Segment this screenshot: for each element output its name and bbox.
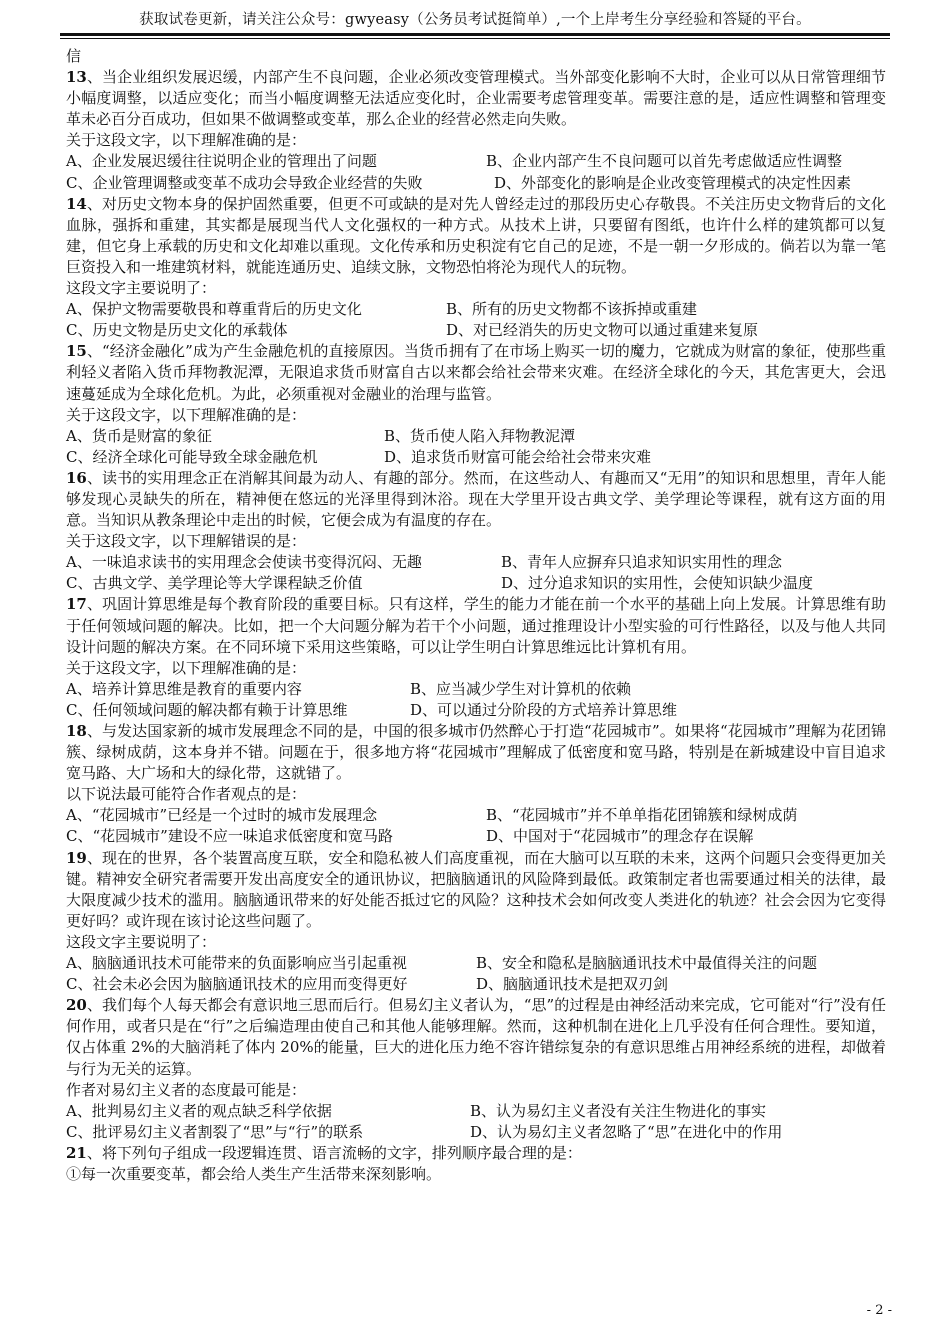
question-text bbox=[66, 341, 886, 404]
question-19 bbox=[66, 848, 886, 996]
question-stem: 以下说法最可能符合作者观点的是： bbox=[66, 785, 307, 804]
option-row bbox=[66, 974, 886, 995]
option-c[interactable]: C、经济全球化可能导致全球金融危机 bbox=[66, 447, 318, 466]
option-c[interactable]: C、批评易幻主义者割裂了“思”与“行”的联系 bbox=[66, 1122, 364, 1141]
question-text bbox=[66, 848, 886, 932]
option-row bbox=[66, 679, 886, 700]
option-d[interactable]: D、外部变化的影响是企业改变管理模式的决定性因素 bbox=[494, 173, 852, 192]
sentence-1: ①每一次重要变革，都会给人类生产生活带来深刻影响。 bbox=[66, 1164, 442, 1183]
option-a[interactable]: A、培养计算思维是教育的重要内容 bbox=[66, 679, 302, 698]
option-d[interactable]: D、认为易幻主义者忽略了“思”在进化中的作用 bbox=[470, 1122, 783, 1141]
carryover-text: 信 bbox=[66, 47, 82, 65]
question-number: 16 bbox=[66, 468, 87, 487]
question-stem: 这段文字主要说明了： bbox=[66, 932, 217, 951]
question-text bbox=[66, 594, 886, 657]
option-row bbox=[66, 299, 886, 320]
header-rule-thin bbox=[60, 38, 890, 39]
option-row bbox=[66, 1101, 886, 1122]
question-number: 15 bbox=[66, 342, 87, 361]
question-body: 、现在的世界，各个装置高度互联，安全和隐私被人们高度重视，而在大脑可以互联的未来，这两个问题只会变得更加关键。精神安全研究者需要开发出高度安全的通讯协议，把脑脑通讯的风险降到最低。政策制定者也需要通过相关的法律，最大限度减少技术的滥用。脑脑通讯带来的好处能否抵过它的风险？这种技术会如何改变人类进化的轨迹？社会会因为它变得更好吗？或许现在该讨论这些问题了。 bbox=[66, 848, 886, 930]
question-text bbox=[66, 721, 886, 784]
option-row bbox=[66, 426, 886, 447]
option-row bbox=[66, 805, 886, 826]
question-body: 、将下列句子组成一段逻辑连贯、语言流畅的文字，排列顺序最合理的是： bbox=[86, 1143, 582, 1162]
option-row bbox=[66, 1122, 886, 1143]
question-17 bbox=[66, 594, 886, 721]
option-c[interactable]: C、任何领域问题的解决都有赖于计算思维 bbox=[66, 700, 348, 719]
option-d[interactable]: D、脑脑通讯技术是把双刃剑 bbox=[476, 975, 669, 994]
question-stem: 关于这段文字，以下理解准确的是： bbox=[66, 131, 307, 150]
question-20 bbox=[66, 995, 886, 1143]
question-15 bbox=[66, 341, 886, 468]
question-number: 17 bbox=[66, 595, 87, 614]
question-text bbox=[66, 194, 886, 278]
option-a[interactable]: A、企业发展迟缓往往说明企业的管理出了问题 bbox=[66, 152, 377, 171]
option-c[interactable]: C、企业管理调整或变革不成功会导致企业经营的失败 bbox=[66, 173, 423, 192]
option-b[interactable]: B、“花园城市”并不单单指花团锦簇和绿树成荫 bbox=[486, 806, 798, 825]
option-row bbox=[66, 700, 886, 721]
option-a[interactable]: A、货币是财富的象征 bbox=[66, 426, 212, 445]
question-14 bbox=[66, 194, 886, 342]
option-d[interactable]: D、追求货币财富可能会给社会带来灾难 bbox=[384, 447, 652, 466]
option-row bbox=[66, 573, 886, 594]
question-body: 、巩固计算思维是每个教育阶段的重要目标。只有这样，学生的能力才能在前一个水平的基础上向上发展。计算思维有助于任何领域问题的解决。比如，把一个大问题分解为若干个小问题，通过推理设计小型实验的可行性路径，以及与他人共同设计问题的解决方案。在不同环境下采用这些策略，可以让学生明白计算思维远比计算机有用。 bbox=[66, 595, 886, 656]
question-18 bbox=[66, 721, 886, 848]
question-body: 、当企业组织发展迟缓，内部产生不良问题，企业必须改变管理模式。当外部变化影响不大时，企业可以从日常管理细节小幅度调整，以适应变化；而当小幅度调整无法适应变化时，企业需要考虑管理变革。需要注意的是，适应性调整和管理变革未必百分百成功，但如果不做调整或变革，那么企业的经营必然走向失败。 bbox=[66, 68, 886, 129]
option-a[interactable]: A、脑脑通讯技术可能带来的负面影响应当引起重视 bbox=[66, 954, 407, 973]
option-b[interactable]: B、应当减少学生对计算机的依赖 bbox=[410, 679, 632, 698]
option-b[interactable]: B、所有的历史文物都不该拆掉或重建 bbox=[446, 300, 698, 319]
question-body: 、读书的实用理念正在消解其间最为动人、有趣的部分。然而，在这些动人、有趣而又“无用”的知识和思想里，青年人能够发现心灵缺失的所在，精神便在悠远的光泽里得到沐浴。现在大学里开设古典文学、美学理论等课程，就有这方面的用意。当知识从教条理论中走出的时候，它便会成为有温度的存在。 bbox=[66, 468, 886, 530]
option-c[interactable]: C、历史文物是历史文化的承载体 bbox=[66, 321, 288, 340]
question-stem: 关于这段文字，以下理解错误的是： bbox=[66, 532, 307, 551]
question-21 bbox=[66, 1143, 886, 1185]
question-number: 20 bbox=[66, 996, 87, 1015]
question-text bbox=[66, 67, 886, 130]
question-body: 、对历史文物本身的保护固然重要，但更不可或缺的是对先人曾经走过的那段历史心存敬畏。不关注历史文物背后的文化血脉，强拆和重建，其实都是展现当代人文化强权的一种方式。从技术上讲，只要留有图纸，也许什么样的建筑都可以复建，但它身上承载的历史和文化却难以重现。文化传承和历史积淀有它自己的足迹，不是一朝一夕形成的。倘若以为靠一笔巨资投入和一堆建筑材料，就能连通历史、追续文脉，文物恐怕将沦为现代人的玩物。 bbox=[66, 194, 886, 276]
question-text bbox=[66, 995, 886, 1079]
option-row bbox=[66, 826, 886, 847]
option-row bbox=[66, 552, 886, 573]
question-13 bbox=[66, 67, 886, 194]
option-b[interactable]: B、认为易幻主义者没有关注生物进化的事实 bbox=[470, 1101, 767, 1120]
page-header bbox=[60, 10, 890, 30]
option-c[interactable]: C、“花园城市”建设不应一味追求低密度和宽马路 bbox=[66, 827, 393, 846]
question-stem: 关于这段文字，以下理解准确的是： bbox=[66, 405, 307, 424]
option-b[interactable]: B、企业内部产生不良问题可以首先考虑做适应性调整 bbox=[486, 152, 843, 171]
option-d[interactable]: D、中国对于“花园城市”的理念存在误解 bbox=[486, 827, 754, 846]
question-stem: 这段文字主要说明了： bbox=[66, 279, 217, 298]
option-b[interactable]: B、货币使人陷入拜物教泥潭 bbox=[384, 426, 576, 445]
question-number: 18 bbox=[66, 722, 87, 740]
option-c[interactable]: C、古典文学、美学理论等大学课程缺乏价值 bbox=[66, 574, 363, 593]
question-stem: 作者对易幻主义者的态度最可能是： bbox=[66, 1080, 307, 1099]
option-b[interactable]: B、安全和隐私是脑脑通讯技术中最值得关注的问题 bbox=[476, 954, 818, 973]
question-stem: 关于这段文字，以下理解准确的是： bbox=[66, 658, 307, 677]
question-body: 、“经济金融化”成为产生金融危机的直接原因。当货币拥有了在市场上购买一切的魔力，它就成为财富的象征，使那些重利轻义者陷入货币拜物教泥潭，无限追求货币财富自古以来都会给社会带来灾难。在经济全球化的今天，其危害更大，会迅速蔓延成为全球化危机。为此，必须重视对金融业的治理与监管。 bbox=[66, 342, 886, 403]
question-number: 14 bbox=[66, 194, 87, 213]
option-a[interactable]: A、批判易幻主义者的观点缺乏科学依据 bbox=[66, 1101, 332, 1120]
option-d[interactable]: D、可以通过分阶段的方式培养计算思维 bbox=[410, 700, 678, 719]
question-number: 21 bbox=[66, 1143, 87, 1162]
question-text bbox=[66, 468, 886, 531]
document-body bbox=[66, 46, 886, 1185]
question-text bbox=[66, 1143, 886, 1164]
option-d[interactable]: D、过分追求知识的实用性，会使知识缺少温度 bbox=[501, 574, 814, 593]
option-a[interactable]: A、保护文物需要敬畏和尊重背后的历史文化 bbox=[66, 300, 362, 319]
option-row bbox=[66, 151, 886, 172]
option-row bbox=[66, 447, 886, 468]
header-banner: 获取试卷更新，请关注公众号：gwyeasy（公务员考试挺简单）,一个上岸考生分享经验和答疑的平台。 bbox=[139, 12, 811, 28]
option-row bbox=[66, 320, 886, 341]
question-number: 13 bbox=[66, 68, 87, 87]
header-rule-thick bbox=[60, 33, 890, 36]
option-c[interactable]: C、社会未必会因为脑脑通讯技术的应用而变得更好 bbox=[66, 975, 408, 994]
option-a[interactable]: A、一味追求读书的实用理念会使读书变得沉闷、无趣 bbox=[66, 553, 422, 572]
question-body: 、我们每个人每天都会有意识地三思而后行。但易幻主义者认为，“思”的过程是由神经活动来完成，它可能对“行”没有任何作用，或者只是在“行”之后编造理由使自己和其他人能够理解。然而，这种机制在进化上几乎没有任何合理性。要知道，仅占体重 2%的大脑消耗了体内 20%的能量，巨大的进化压力绝不容许错综复杂的有意识思维占用神经系统的进程，却做着与行为无关的运算。 bbox=[66, 996, 886, 1078]
question-number: 19 bbox=[66, 848, 87, 867]
option-row bbox=[66, 953, 886, 974]
question-16 bbox=[66, 468, 886, 595]
option-row bbox=[66, 173, 886, 194]
option-a[interactable]: A、“花园城市”已经是一个过时的城市发展理念 bbox=[66, 806, 378, 825]
option-d[interactable]: D、对已经消失的历史文物可以通过重建来复原 bbox=[446, 321, 759, 340]
question-body: 、与发达国家新的城市发展理念不同的是，中国的很多城市仍然醉心于打造“花园城市”。如果将“花园城市”理解为花团锦簇、绿树成荫，这本身并不错。问题在于，很多地方将“花园城市”理解成了低密度和宽马路，特别是在新城建设中盲目追求宽马路、大广场和大的绿化带，这就错了。 bbox=[66, 722, 886, 783]
option-b[interactable]: B、青年人应摒弃只追求知识实用性的理念 bbox=[501, 553, 783, 572]
page-number: - 2 - bbox=[866, 1303, 892, 1318]
